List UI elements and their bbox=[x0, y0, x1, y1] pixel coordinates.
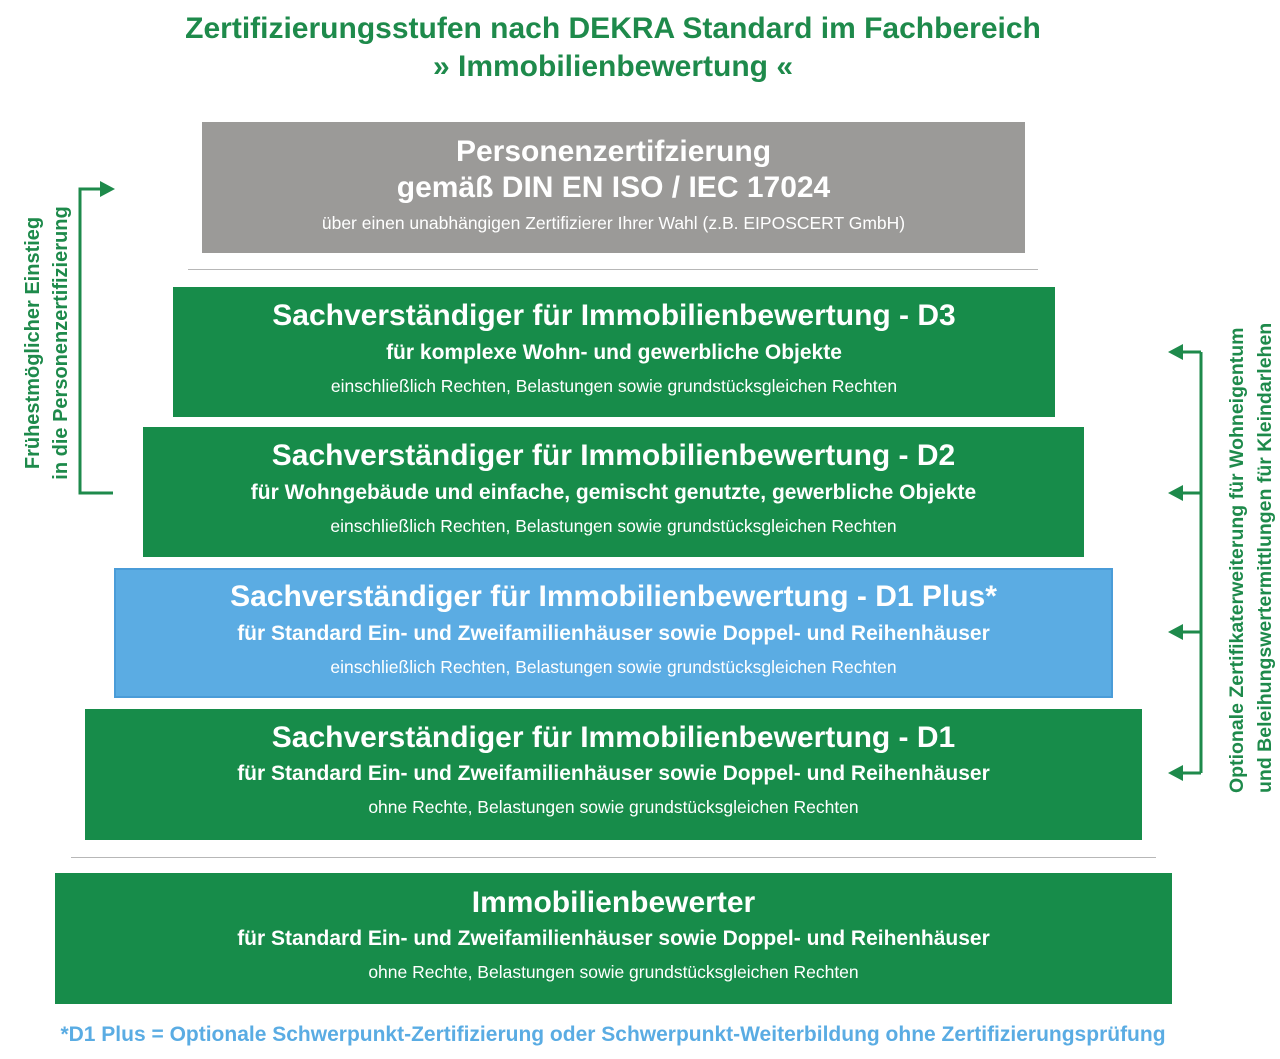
right-label-line-2: und Beleihungswertermittlungen für Kleindarlehen bbox=[1254, 322, 1276, 793]
right-arrowhead-d3-icon bbox=[1168, 344, 1183, 360]
level-subheading: für Standard Ein- und Zweifamilienhäuser sowie Doppel- und Reihenhäuser bbox=[237, 762, 990, 785]
level-subheading: für Standard Ein- und Zweifamilienhäuser sowie Doppel- und Reihenhäuser bbox=[237, 927, 990, 950]
level-subheading: für Standard Ein- und Zweifamilienhäuser sowie Doppel- und Reihenhäuser bbox=[237, 622, 990, 645]
level-subheading: für komplexe Wohn- und gewerbliche Objekte bbox=[386, 341, 842, 364]
level-heading: Sachverständiger für Immobilienbewertung - D3 bbox=[272, 299, 956, 332]
title-line-1: Zertifizierungsstufen nach DEKRA Standard im Fachbereich bbox=[185, 12, 1041, 45]
left-arrowhead-icon bbox=[100, 181, 115, 197]
right-side-label bbox=[1223, 322, 1279, 793]
level-detail: über einen unabhängigen Zertifizierer Ihrer Wahl (z.B. EIPOSCERT GmbH) bbox=[321, 213, 906, 233]
left-side-label bbox=[19, 173, 75, 513]
level-heading: Immobilienbewerter bbox=[471, 886, 756, 919]
left-bracket-line bbox=[80, 189, 113, 493]
level-detail: einschließlich Rechten, Belastungen sowie grundstücksgleichen Rechten bbox=[330, 376, 898, 396]
level-heading: Sachverständiger für Immobilienbewertung - D2 bbox=[271, 439, 956, 472]
level-detail: einschließlich Rechten, Belastungen sowie grundstücksgleichen Rechten bbox=[330, 516, 897, 536]
level-heading: Sachverständiger für Immobilienbewertung - D1 bbox=[271, 721, 956, 754]
level-heading-2: gemäß DIN EN ISO / IEC 17024 bbox=[396, 171, 831, 204]
footnote: *D1 Plus = Optionale Schwerpunkt-Zertifizierung oder Schwerpunkt-Weiterbildung ohne Zertifizierungsprüfung bbox=[60, 1023, 1166, 1046]
right-arrowhead-d1-icon bbox=[1168, 765, 1183, 781]
level-heading: Sachverständiger für Immobilienbewertung - D1 Plus* bbox=[230, 580, 997, 613]
title-line-2: » Immobilienbewertung « bbox=[432, 50, 794, 83]
level-subheading: für Wohngebäude und einfache, gemischt genutzte, gewerbliche Objekte bbox=[250, 481, 977, 504]
left-label-line-1: Frühestmöglicher Einstieg bbox=[22, 216, 44, 470]
level-detail: ohne Rechte, Belastungen sowie grundstücksgleichen Rechten bbox=[368, 962, 859, 982]
level-detail: ohne Rechte, Belastungen sowie grundstücksgleichen Rechten bbox=[368, 797, 859, 817]
right-label-line-1: Optionale Zertifikaterweiterung für Wohneigentum bbox=[1226, 327, 1248, 793]
right-arrowhead-d1-plus-icon bbox=[1168, 624, 1183, 640]
level-detail: einschließlich Rechten, Belastungen sowie grundstücksgleichen Rechten bbox=[330, 657, 897, 677]
right-arrowhead-d2-icon bbox=[1168, 485, 1183, 501]
level-heading: Personenzertifzierung bbox=[455, 135, 772, 168]
left-label-line-2: in die Personenzertifizierung bbox=[50, 206, 72, 480]
